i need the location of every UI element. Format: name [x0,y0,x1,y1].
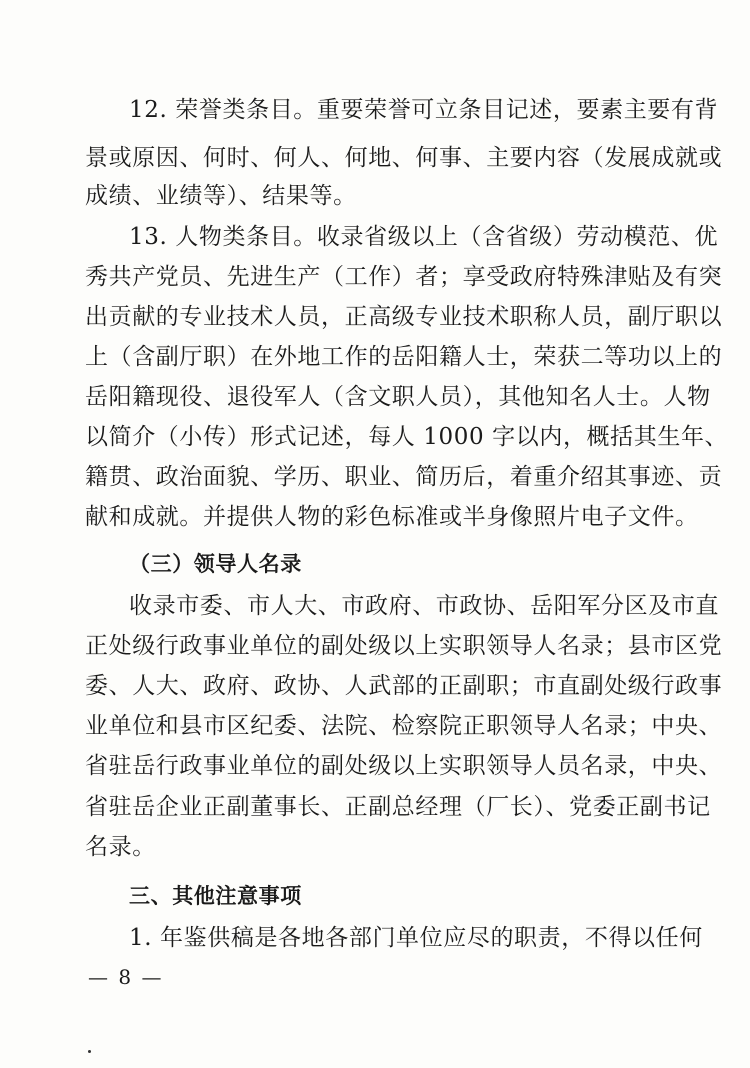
scan-speck [88,1050,91,1053]
paragraph-13-line-6: 以简介（小传）形式记述，每人 1000 字以内，概括其生年、 [85,424,729,450]
paragraph-13-line-2: 秀共产党员、先进生产（工作）者；享受政府特殊津贴及有突 [85,264,723,290]
leaders-paragraph-line-6: 省驻岳企业正副董事长、正副总经理（厂长）、党委正副书记 [85,794,711,820]
page-number: — 8 — [88,965,164,989]
paragraph-13-line-3: 出贡献的专业技术人员，正高级专业技术职称人员，副厅职以 [85,304,723,330]
leaders-paragraph-line-4: 业单位和县市区纪委、法院、检察院正职领导人名录；中央、 [85,713,723,739]
leaders-paragraph-line-3: 委、人大、政府、政协、人武部的正副职；市直副处级行政事 [85,673,723,699]
paragraph-13-line-1: 13. 人物类条目。收录省级以上（含省级）劳动模范、优 [129,224,719,250]
section-heading-other-notes: 三、其他注意事项 [129,884,302,908]
leaders-paragraph-line-1: 收录市委、市人大、市政府、市政协、岳阳军分区及市直 [129,593,719,619]
paragraph-13-line-4: 上（含副厅职）在外地工作的岳阳籍人士，荣获二等功以上的 [85,344,723,370]
leaders-paragraph-line-7: 名录。 [85,834,156,860]
paragraph-12-line-2: 景或原因、何时、何人、何地、何事、主要内容（发展成就或 [85,145,723,171]
paragraph-13-line-7: 籍贯、政治面貌、学历、职业、简历后，着重介绍其事迹、贡 [85,464,723,490]
paragraph-13-line-8: 献和成就。并提供人物的彩色标准或半身像照片电子文件。 [85,504,699,530]
notes-paragraph-line-1: 1. 年鉴供稿是各地各部门单位应尽的职责，不得以任何 [129,925,703,951]
paragraph-12-line-3: 成绩、业绩等）、结果等。 [85,183,357,209]
paragraph-13-line-5: 岳阳籍现役、退役军人（含文职人员），其他知名人士。人物 [85,384,711,410]
paragraph-12-line-1: 12. 荣誉类条目。重要荣誉可立条目记述，要素主要有背 [129,97,719,123]
leaders-paragraph-line-5: 省驻岳行政事业单位的副处级以上实职领导人员名录，中央、 [85,753,723,779]
leaders-paragraph-line-2: 正处级行政事业单位的副处级以上实职领导人名录；县市区党 [85,633,723,659]
section-heading-leaders: （三）领导人名录 [129,552,302,576]
